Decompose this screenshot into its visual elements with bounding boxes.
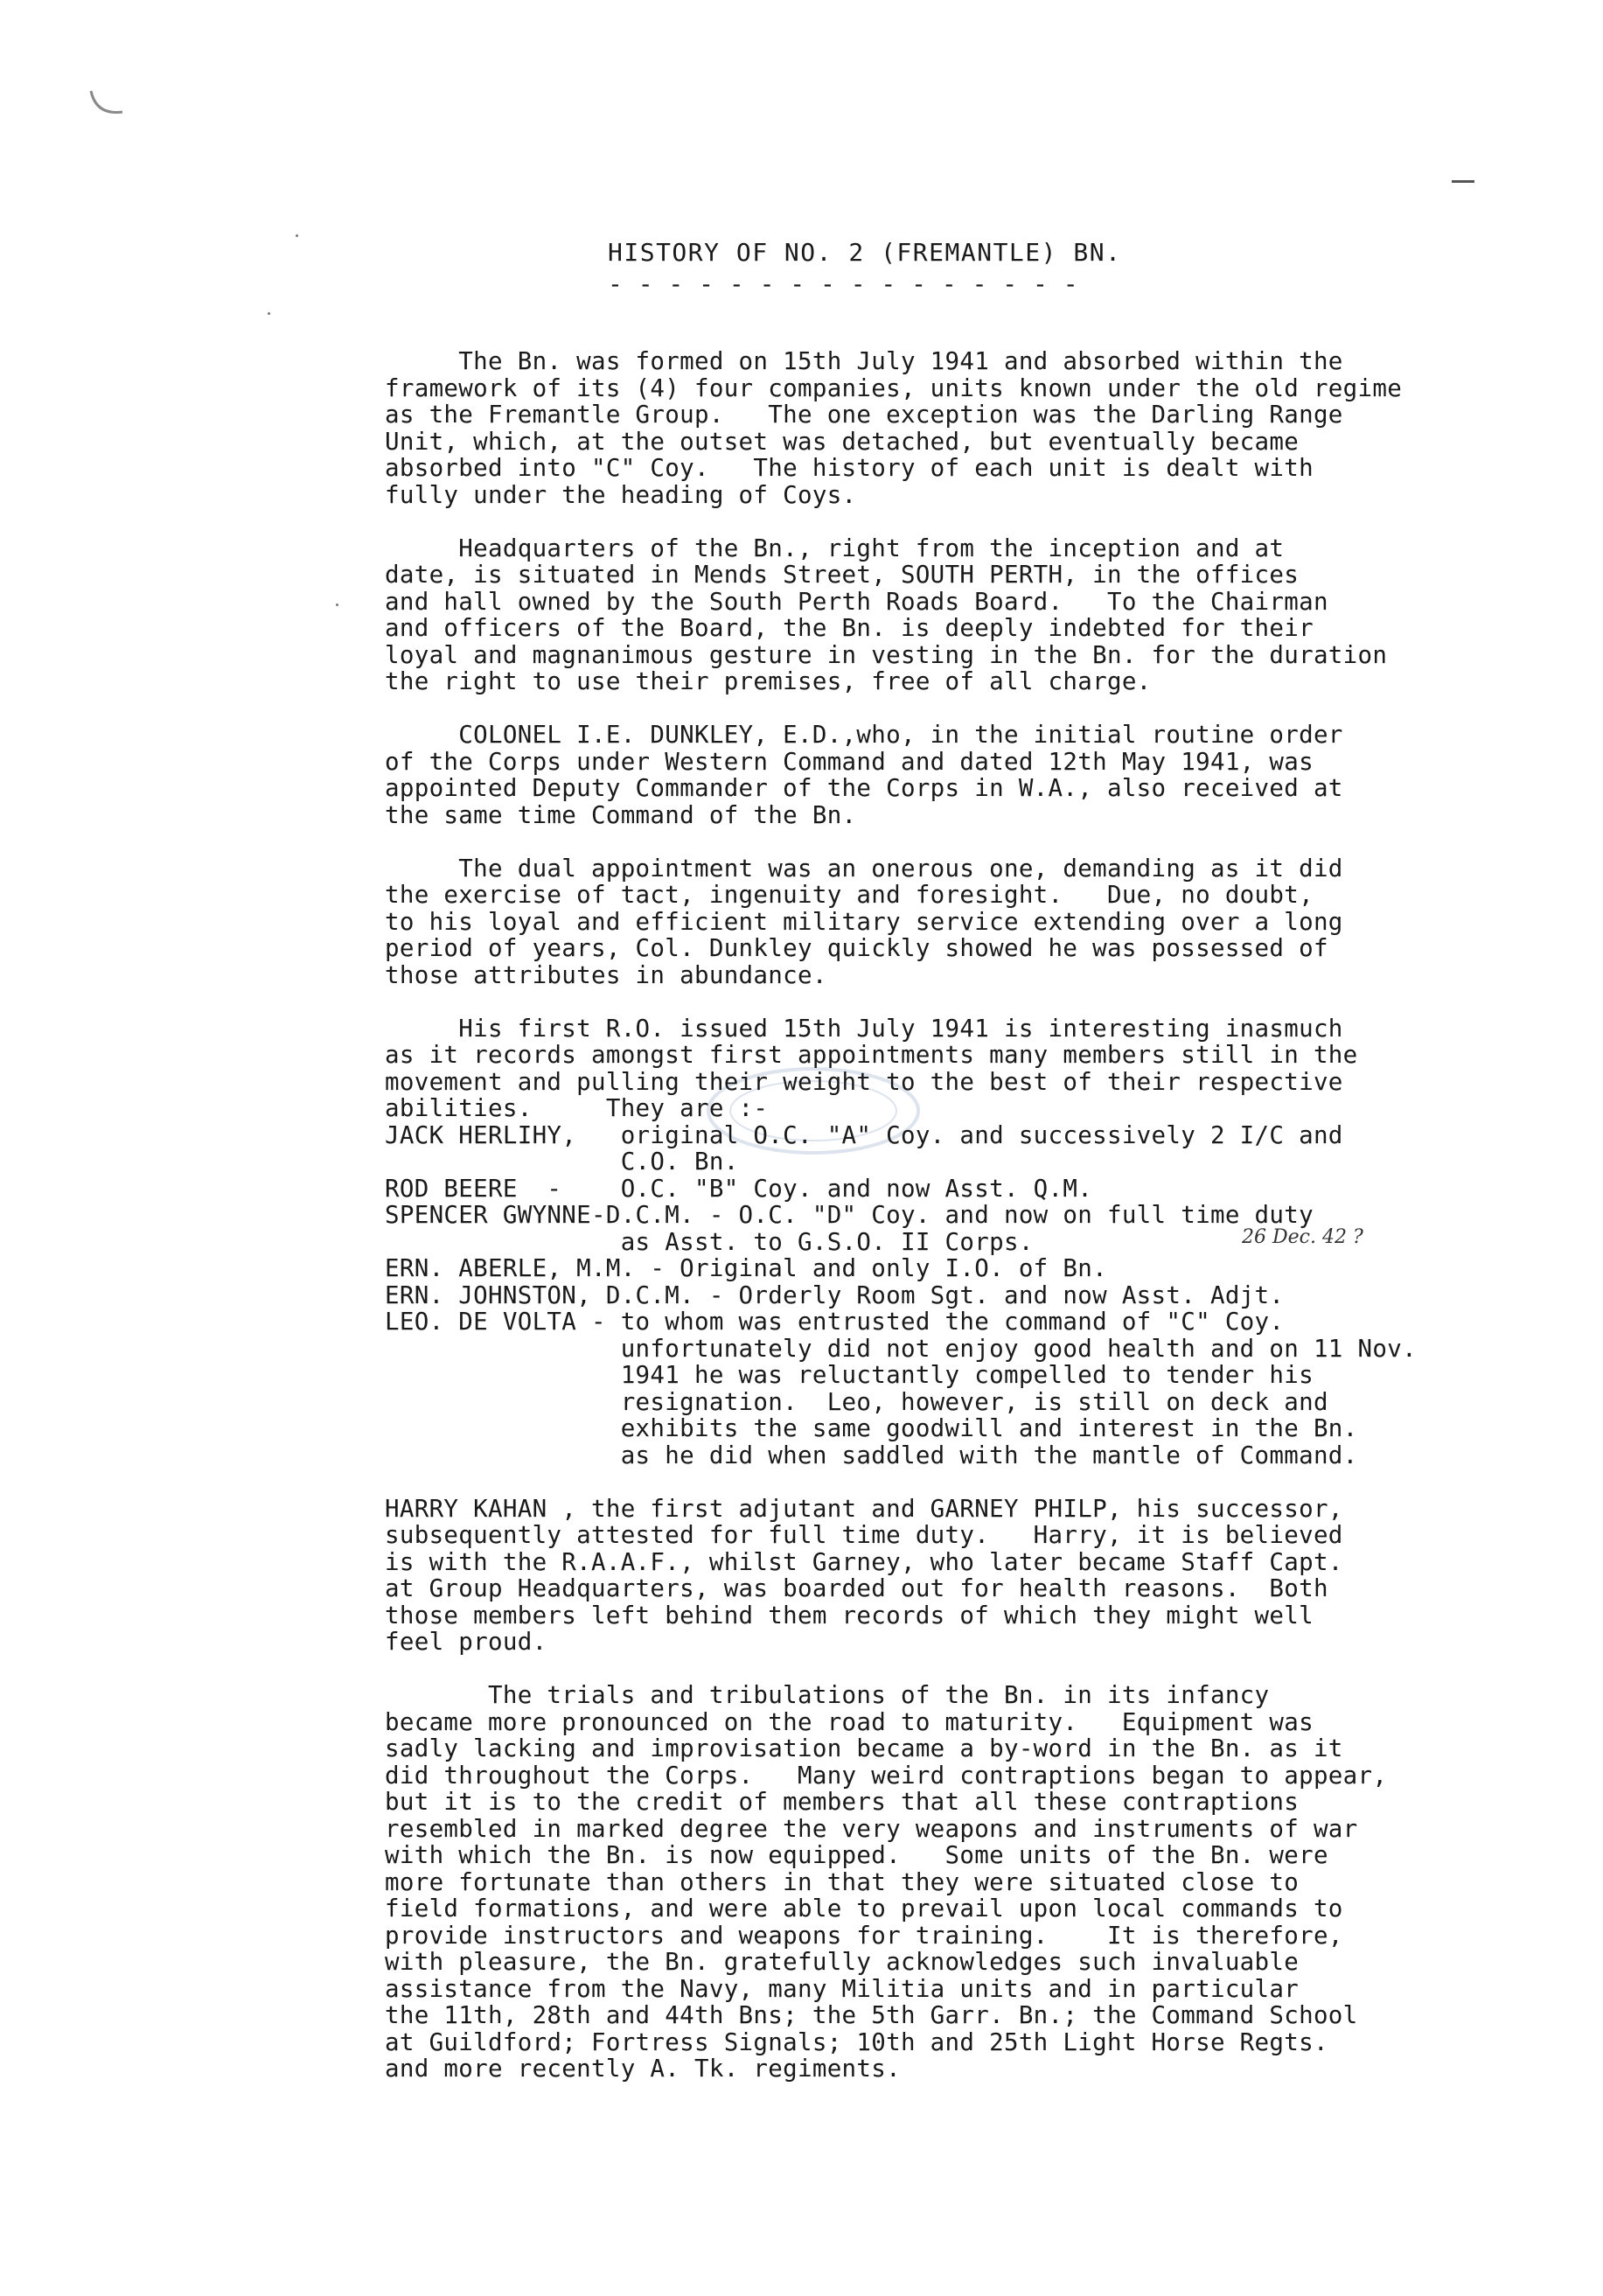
text-line: and hall owned by the South Perth Roads Board. To the Chairman [385,587,1328,616]
text-line: framework of its (4) four companies, units known under the old regime [385,373,1403,402]
blank-line [385,828,1539,855]
text-line: ERN. JOHNSTON, D.C.M. - Orderly Room Sgt. and now Asst. Adjt. [385,1281,1285,1309]
document-title: HISTORY OF NO. 2 (FREMANTLE) BN. [608,238,1122,267]
text-line: movement and pulling their weight to the best of their respective [385,1067,1343,1096]
text-line: date, is situated in Mends Street, SOUTH PERTH, in the offices [385,561,1300,589]
text-line: those attributes in abundance. [385,960,827,989]
punch-hole-mark [87,86,128,126]
speck-mark [296,234,298,237]
speck-mark [1452,180,1474,183]
text-line: The trials and tribulations of the Bn. in its infancy [385,1681,1270,1709]
text-line: did throughout the Corps. Many weird contraptions began to appear, [385,1761,1388,1790]
handwritten-note: 26 Dec. 42 ? [1242,1226,1363,1248]
text-line: but it is to the credit of members that all these contraptions [385,1788,1300,1816]
blank-line [385,988,1539,1015]
text-line: 1941 he was reluctantly compelled to tender his [385,1361,1314,1389]
text-line: the same time Command of the Bn. [385,800,857,829]
text-line: loyal and magnanimous gesture in vesting in the Bn. for the duration [385,640,1388,669]
text-line: SPENCER GWYNNE-D.C.M. - O.C. "D" Coy. and now on full time duty [385,1201,1314,1229]
text-line: and more recently A. Tk. regiments. [385,2055,901,2083]
text-line: more fortunate than others in that they were situated close to [385,1867,1300,1896]
blank-line [385,1656,1539,1683]
text-line: field formations, and were able to prevail upon local commands to [385,1895,1343,1923]
text-line: abilities. They are :- [385,1094,769,1122]
blank-line [385,695,1539,722]
text-line: The Bn. was formed on 15th July 1941 and absorbed within the [385,347,1343,375]
text-line: with pleasure, the Bn. gratefully acknowledges such invaluable [385,1948,1300,1976]
text-line: subsequently attested for full time duty. Harry, it is believed [385,1521,1343,1549]
text-line: ROD BEERE - O.C. "B" Coy. and now Asst. Q.M. [385,1174,1093,1203]
text-line: HARRY KAHAN , the first adjutant and GARNEY PHILP, his successor, [385,1494,1343,1523]
text-line: unfortunately did not enjoy good health and on 11 Nov. [385,1334,1417,1363]
text-line: to his loyal and efficient military service extending over a long [385,907,1343,936]
text-line: sadly lacking and improvisation became a by-word in the Bn. as it [385,1734,1343,1762]
text-line: COLONEL I.E. DUNKLEY, E.D.,who, in the initial routine order [385,721,1343,749]
text-line: those members left behind them records of which they might well [385,1601,1314,1630]
text-line: as he did when saddled with the mantle of Command. [385,1441,1358,1469]
text-line: provide instructors and weapons for training. It is therefore, [385,1921,1343,1950]
text-line: of the Corps under Western Command and dated 12th May 1941, was [385,747,1314,776]
speck-mark [336,604,338,606]
text-line: JACK HERLIHY, original O.C. "A" Coy. and successively 2 I/C and [385,1120,1343,1149]
speck-mark [268,312,270,315]
blank-line [385,508,1539,535]
text-line: at Group Headquarters, was boarded out for health reasons. Both [385,1574,1328,1602]
text-line: became more pronounced on the road to maturity. Equipment was [385,1707,1314,1736]
text-line: with which the Bn. is now equipped. Some units of the Bn. were [385,1841,1328,1869]
text-line: Unit, which, at the outset was detached, but eventually became [385,427,1300,456]
text-line: as the Fremantle Group. The one exception was the Darling Range [385,401,1343,429]
text-line: and officers of the Board, the Bn. is deeply indebted for their [385,614,1314,642]
text-line: period of years, Col. Dunkley quickly showed he was possessed of [385,934,1328,962]
text-line: resembled in marked degree the very weapons and instruments of war [385,1814,1358,1843]
text-line: feel proud. [385,1628,547,1656]
text-line: exhibits the same goodwill and interest in the Bn. [385,1414,1358,1442]
text-line: at Guildford; Fortress Signals; 10th and 25th Light Horse Regts. [385,2027,1328,2056]
title-underline: - - - - - - - - - - - - - - - - [608,269,1079,298]
text-line: Headquarters of the Bn., right from the inception and at [385,534,1285,562]
text-line: absorbed into "C" Coy. The history of each unit is dealt with [385,454,1314,482]
text-line: assistance from the Navy, many Militia units and in particular [385,1974,1300,2003]
text-line: fully under the heading of Coys. [385,480,857,509]
text-line: the exercise of tact, ingenuity and foresight. Due, no doubt, [385,881,1314,909]
text-line: C.O. Bn. [385,1148,739,1176]
text-line: is with the R.A.A.F., whilst Garney, who later became Staff Capt. [385,1547,1343,1576]
text-line: the right to use their premises, free of all charge. [385,667,1152,695]
text-line: as it records amongst first appointments many members still in the [385,1041,1358,1069]
text-line: ERN. ABERLE, M.M. - Original and only I.O. of Bn. [385,1254,1107,1282]
text-line: the 11th, 28th and 44th Bns; the 5th Garr. Bn.; the Command School [385,2001,1358,2029]
blank-line [385,1469,1539,1496]
text-line: His first R.O. issued 15th July 1941 is interesting inasmuch [385,1014,1343,1043]
text-line: as Asst. to G.S.O. II Corps. [385,1227,1034,1256]
text-line: resignation. Leo, however, is still on deck and [385,1387,1328,1416]
document-body [385,348,1539,2083]
text-line: LEO. DE VOLTA - to whom was entrusted the command of "C" Coy. [385,1308,1285,1336]
text-line: appointed Deputy Commander of the Corps in W.A., also received at [385,774,1343,802]
text-line: The dual appointment was an onerous one, demanding as it did [385,854,1343,883]
